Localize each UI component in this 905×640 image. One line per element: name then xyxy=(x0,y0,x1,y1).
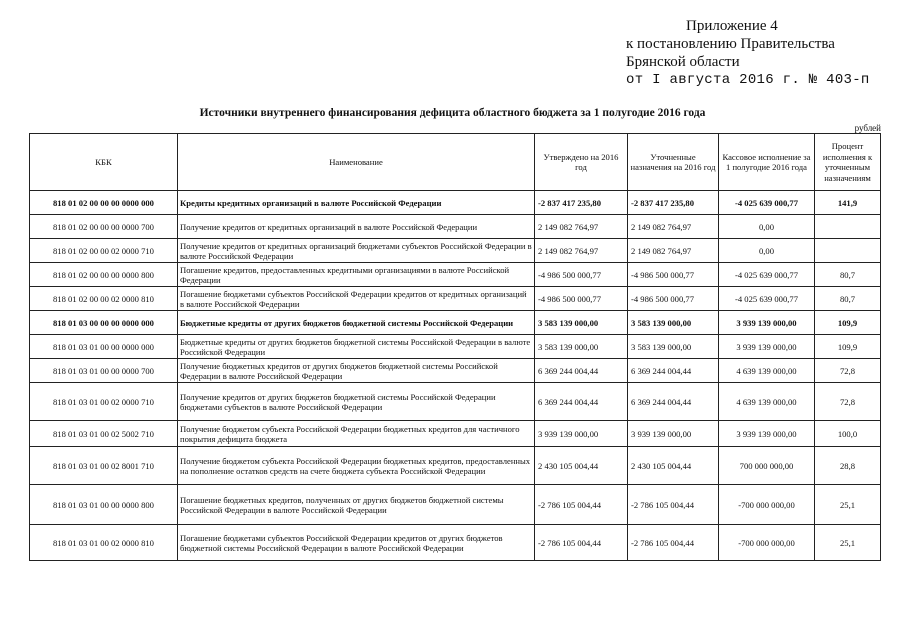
cell-approved: 2 149 082 764,97 xyxy=(535,215,628,239)
cell-cash: 3 939 139 000,00 xyxy=(719,311,815,335)
document-header xyxy=(626,17,896,89)
cell-cash: 4 639 139 000,00 xyxy=(719,359,815,383)
cell-refined: 6 369 244 004,44 xyxy=(628,359,719,383)
cell-kbk: 818 01 02 00 00 00 0000 000 xyxy=(30,191,178,215)
table-row xyxy=(30,239,881,263)
cell-approved: -2 786 105 004,44 xyxy=(535,485,628,525)
cell-approved: 2 430 105 004,44 xyxy=(535,447,628,485)
region-name: Брянской области xyxy=(626,54,740,70)
table-row xyxy=(30,287,881,311)
table-row xyxy=(30,191,881,215)
table-row xyxy=(30,311,881,335)
cell-cash: 700 000 000,00 xyxy=(719,447,815,485)
cell-refined: -4 986 500 000,77 xyxy=(628,263,719,287)
appendix-label: Приложение 4 xyxy=(686,18,778,34)
cell-name: Получение кредитов от других бюджетов бюджетной системы Российской Федерации бюджетами субъектов в валюте Российской Федерации xyxy=(178,383,535,421)
table-header-row xyxy=(30,134,881,191)
column-header-percent: Процент исполнения к уточненным назначениям xyxy=(815,134,881,191)
cell-cash: 3 939 139 000,00 xyxy=(719,335,815,359)
table-row xyxy=(30,525,881,561)
cell-kbk: 818 01 03 01 00 02 8001 710 xyxy=(30,447,178,485)
cell-cash: -700 000 000,00 xyxy=(719,485,815,525)
cell-cash: 0,00 xyxy=(719,215,815,239)
cell-refined: 3 939 139 000,00 xyxy=(628,421,719,447)
resolution-reference: к постановлению Правительства xyxy=(626,36,835,52)
cell-name: Получение бюджетных кредитов от других бюджетов бюджетной системы Российской Федерации в валюте Российской Федерации xyxy=(178,359,535,383)
cell-percent: 25,1 xyxy=(815,525,881,561)
column-header-approved: Утверждено на 2016 год xyxy=(535,134,628,191)
table-row xyxy=(30,485,881,525)
cell-percent: 80,7 xyxy=(815,287,881,311)
cell-name: Погашение кредитов, предоставленных кредитными организациями в валюте Российской Федерации xyxy=(178,263,535,287)
table-row xyxy=(30,263,881,287)
cell-approved: 6 369 244 004,44 xyxy=(535,383,628,421)
cell-cash: -4 025 639 000,77 xyxy=(719,191,815,215)
cell-refined: -2 837 417 235,80 xyxy=(628,191,719,215)
cell-kbk: 818 01 02 00 00 02 0000 710 xyxy=(30,239,178,263)
cell-percent xyxy=(815,239,881,263)
cell-percent: 72,8 xyxy=(815,383,881,421)
table-body xyxy=(30,191,881,561)
cell-name: Получение кредитов от кредитных организаций бюджетами субъектов Российской Федерации в валюте Российской Федерации xyxy=(178,239,535,263)
cell-refined: 3 583 139 000,00 xyxy=(628,335,719,359)
unit-label: рублей xyxy=(854,123,881,133)
cell-approved: -2 837 417 235,80 xyxy=(535,191,628,215)
cell-name: Погашение бюджетами субъектов Российской Федерации кредитов от других бюджетов бюджетной системы Российской Федерации в валюте Российской Федерации xyxy=(178,525,535,561)
cell-percent xyxy=(815,215,881,239)
cell-percent: 25,1 xyxy=(815,485,881,525)
table-row xyxy=(30,383,881,421)
cell-refined: 2 149 082 764,97 xyxy=(628,239,719,263)
cell-refined: 6 369 244 004,44 xyxy=(628,383,719,421)
cell-percent: 109,9 xyxy=(815,311,881,335)
cell-percent: 109,9 xyxy=(815,335,881,359)
cell-kbk: 818 01 03 00 00 00 0000 000 xyxy=(30,311,178,335)
financing-sources-table xyxy=(29,133,881,561)
cell-approved: -4 986 500 000,77 xyxy=(535,263,628,287)
cell-kbk: 818 01 03 01 00 02 0000 810 xyxy=(30,525,178,561)
cell-name: Бюджетные кредиты от других бюджетов бюджетной системы Российской Федерации xyxy=(178,311,535,335)
column-header-name: Наименование xyxy=(178,134,535,191)
cell-percent: 141,9 xyxy=(815,191,881,215)
cell-refined: -2 786 105 004,44 xyxy=(628,485,719,525)
cell-refined: 2 149 082 764,97 xyxy=(628,215,719,239)
cell-name: Погашение бюджетами субъектов Российской Федерации кредитов от кредитных организаций в валюте Российской Федерации xyxy=(178,287,535,311)
cell-kbk: 818 01 03 01 00 00 0000 800 xyxy=(30,485,178,525)
cell-approved: -4 986 500 000,77 xyxy=(535,287,628,311)
cell-percent: 100,0 xyxy=(815,421,881,447)
cell-approved: 3 939 139 000,00 xyxy=(535,421,628,447)
cell-kbk: 818 01 02 00 00 02 0000 810 xyxy=(30,287,178,311)
table-row xyxy=(30,421,881,447)
cell-name: Получение кредитов от кредитных организаций в валюте Российской Федерации xyxy=(178,215,535,239)
cell-refined: 3 583 139 000,00 xyxy=(628,311,719,335)
table-row xyxy=(30,215,881,239)
table-row xyxy=(30,359,881,383)
cell-approved: 6 369 244 004,44 xyxy=(535,359,628,383)
column-header-cash: Кассовое исполнение за 1 полугодие 2016 года xyxy=(719,134,815,191)
cell-kbk: 818 01 03 01 00 00 0000 000 xyxy=(30,335,178,359)
column-header-kbk: КБК xyxy=(30,134,178,191)
cell-cash: 4 639 139 000,00 xyxy=(719,383,815,421)
cell-kbk: 818 01 02 00 00 00 0000 800 xyxy=(30,263,178,287)
cell-percent: 72,8 xyxy=(815,359,881,383)
cell-cash: 0,00 xyxy=(719,239,815,263)
cell-name: Бюджетные кредиты от других бюджетов бюджетной системы Российской Федерации в валюте Российской Федерации xyxy=(178,335,535,359)
cell-name: Получение бюджетом субъекта Российской Федерации бюджетных кредитов для частичного покрытия дефицита бюджета xyxy=(178,421,535,447)
cell-name: Кредиты кредитных организаций в валюте Российской Федерации xyxy=(178,191,535,215)
column-header-refined: Уточненные назначения на 2016 год xyxy=(628,134,719,191)
table-row xyxy=(30,335,881,359)
cell-percent: 28,8 xyxy=(815,447,881,485)
order-date-number: от I августа 2016 г. № 403-п xyxy=(626,72,870,88)
cell-percent: 80,7 xyxy=(815,263,881,287)
cell-approved: 2 149 082 764,97 xyxy=(535,239,628,263)
cell-refined: -2 786 105 004,44 xyxy=(628,525,719,561)
cell-refined: -4 986 500 000,77 xyxy=(628,287,719,311)
cell-cash: 3 939 139 000,00 xyxy=(719,421,815,447)
cell-approved: 3 583 139 000,00 xyxy=(535,335,628,359)
table-row xyxy=(30,447,881,485)
document-title: Источники внутреннего финансирования дефицита областного бюджета за 1 полугодие 2016 года xyxy=(199,107,706,119)
cell-kbk: 818 01 03 01 00 00 0000 700 xyxy=(30,359,178,383)
cell-name: Получение бюджетом субъекта Российской Федерации бюджетных кредитов, предоставленных на пополнение остатков средств на счете бюджета субъекта Российской Федерации xyxy=(178,447,535,485)
cell-kbk: 818 01 03 01 00 02 5002 710 xyxy=(30,421,178,447)
cell-cash: -4 025 639 000,77 xyxy=(719,263,815,287)
cell-kbk: 818 01 03 01 00 02 0000 710 xyxy=(30,383,178,421)
cell-name: Погашение бюджетных кредитов, полученных от других бюджетов бюджетной системы Российской Федерации в валюте Российской Федерации xyxy=(178,485,535,525)
cell-approved: -2 786 105 004,44 xyxy=(535,525,628,561)
cell-cash: -700 000 000,00 xyxy=(719,525,815,561)
cell-refined: 2 430 105 004,44 xyxy=(628,447,719,485)
cell-kbk: 818 01 02 00 00 00 0000 700 xyxy=(30,215,178,239)
cell-approved: 3 583 139 000,00 xyxy=(535,311,628,335)
cell-cash: -4 025 639 000,77 xyxy=(719,287,815,311)
